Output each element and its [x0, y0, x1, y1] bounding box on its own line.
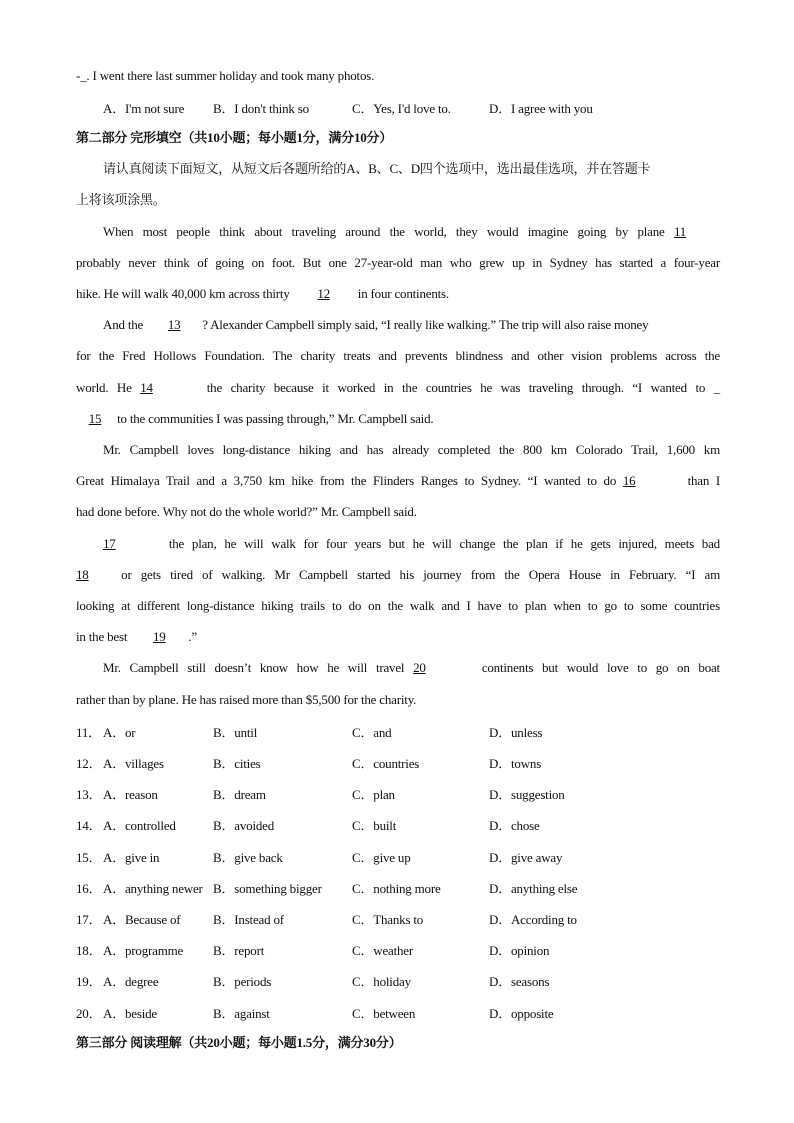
blank-15: 15	[88, 411, 102, 426]
passage-line: 15 to the communities I was passing through,” Mr. Campbell said.	[76, 410, 720, 428]
passage-line: 18 or gets tired of walking. Mr Campbell started his journey from the Opera House in February. “I am	[76, 567, 720, 582]
blank-19: 19	[153, 629, 166, 644]
instructions-line-1: 请认真阅读下面短文，从短文后各题所给的A、B、C、D四个选项中，选出最佳选项，并在答题卡	[103, 161, 651, 176]
blank-20: 20	[413, 660, 426, 675]
blank-14: 14	[140, 380, 153, 395]
exam-page: -_. I went there last summer holiday and took many photos. A．I'm not sure B．I don't think so C．Yes, I'd love to. D．I agree with you 第二部分 完形填空（共10小题；每小题1分，满分10分） 请认真阅读下面短文，从短文后各题所给的A、B、C、D四个选项中，选出最佳选项，并在答题卡 上将该项涂黑。 When most people think about traveling around the world, they would imagine going by plane 11 probably never think of going on foot. But one 27-year-old man who grew up in Sydney has started a four-year hike. He will walk 40,000 km across thirty 12 in four continents. And the 13 ? Alexander Campbell simply said, “I really like walking.” The trip will also raise money for the Fred Hollows Foundation. The charity treats and prevents blindness and other vision problems across the world. He 14 the charity because it worked in the countries he was traveling through. “I wanted to _ 15 to the communities I was passing through,” Mr. Campbell said. Mr. Campbell loves long-distance hiking and has already completed the 800 km Colorado Trail, 1,600 km Great Himalaya Trail and a 3,750 km hike from the Flinders Ranges to Sydney. “I wanted to do 16 than I had done before. Why not do the whole world?” Mr. Campbell said. 17 the plan, he will walk for four years but he will change the plan if he gets injured, meets bad 18 or gets tired of walking. Mr Campbell started his journey from the Opera House in February. “I am looking at different long-distance hiking trails to do on the walk and I have to plan when to go to some countries in the best 19 .” Mr. Campbell still doesn’t know how he will travel 20 continents but would love to go on boat rather than by plane. He has raised more than $5,500 for the charity. 11． A．or B．until C．and D．unless 12． A．villages B．cities C．countries D．towns 13． A．reason B．dream C．plan D．suggestion 14． A．controlled B．avoided C．built D．chose 15． A．give in B．give back C．give up D．give away 16． A．anything newer B．something bigger C．nothing more D．anything else 17． A．Because of B．Instead of C．Thanks to D．According to 18． A．programme B．report C．weather D．opinion 19． A．degree B．periods C．holiday D．seasons 20． A．beside B．against C．between D．opposite 第三部分 阅读理解（共20小题；每小题1.5分，满分30分）	[76, 68, 720, 1050]
passage-line: probably never think of going on foot. But one 27-year-old man who grew up in Sydney has started a four-year	[76, 255, 720, 270]
passage-line: in the best 19 .”	[76, 629, 197, 644]
blank-18: 18	[76, 567, 89, 582]
option-b: B．I don't think so	[213, 101, 309, 116]
instructions-line-2: 上将该项涂黑。	[76, 192, 166, 207]
dialogue-line: -_. I went there last summer holiday and took many photos.	[76, 68, 375, 83]
passage-line: had done before. Why not do the whole world?” Mr. Campbell said.	[76, 504, 417, 519]
passage-line: And the 13 ? Alexander Campbell simply said, “I really like walking.” The trip will also raise money	[103, 317, 649, 332]
passage-line: world. He 14 the charity because it worked in the countries he was traveling through. “I wanted to _	[76, 380, 720, 395]
passage-line: rather than by plane. He has raised more than $5,500 for the charity.	[76, 692, 417, 707]
part2-heading: 第二部分 完形填空（共10小题；每小题1分，满分10分）	[76, 130, 393, 145]
option-a: A．I'm not sure	[103, 101, 185, 116]
passage-line: Mr. Campbell still doesn’t know how he will travel 20 continents but would love to go on boat	[103, 660, 720, 675]
blank-17: 17	[103, 536, 116, 551]
option-d: D．I agree with you	[489, 101, 593, 116]
passage-line: When most people think about traveling around the world, they would imagine going by plane 11	[103, 223, 720, 241]
passage-line: 17 the plan, he will walk for four years but he will change the plan if he gets injured, meets bad	[103, 536, 720, 551]
blank-12: 12	[317, 286, 331, 301]
blank-13: 13	[167, 317, 181, 332]
passage-line: Mr. Campbell loves long-distance hiking and has already completed the 800 km Colorado Trail, 1,600 km	[103, 442, 720, 457]
part3-heading: 第三部分 阅读理解（共20小题；每小题1.5分，满分30分）	[76, 1035, 402, 1050]
passage-line: Great Himalaya Trail and a 3,750 km hike from the Flinders Ranges to Sydney. “I wanted to do 16 than I	[76, 473, 720, 488]
passage-line: hike. He will walk 40,000 km across thirty 12 in four continents.	[76, 286, 449, 301]
passage-line: for the Fred Hollows Foundation. The charity treats and prevents blindness and other vision problems across the	[76, 348, 720, 363]
passage-line: looking at different long-distance hiking trails to do on the walk and I have to plan when to go to some countries	[76, 598, 720, 613]
option-c: C．Yes, I'd love to.	[352, 101, 451, 116]
blank-11: 11	[673, 224, 687, 239]
blank-16: 16	[622, 473, 636, 488]
